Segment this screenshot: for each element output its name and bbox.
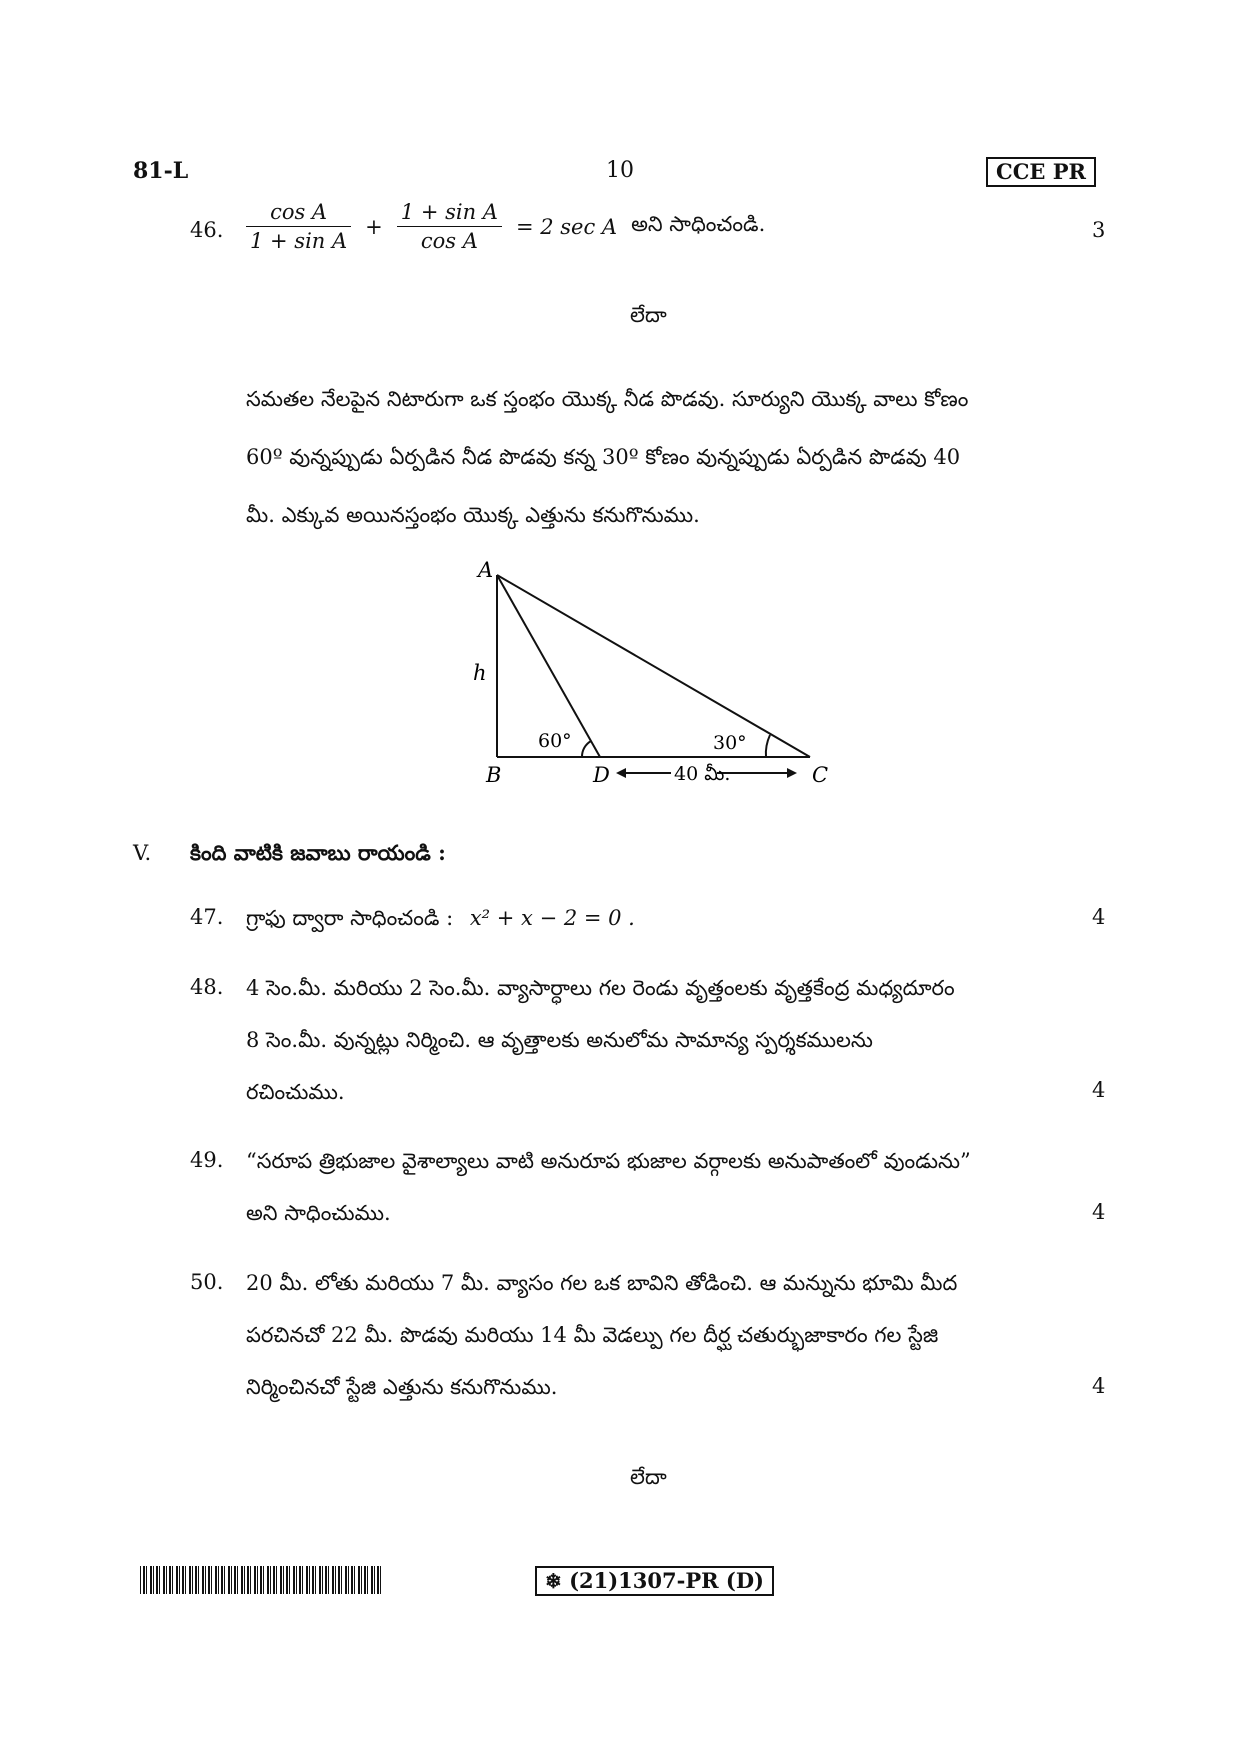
q46-fraction-1 bbox=[246, 198, 351, 255]
cce-pr-box: CCE PR bbox=[986, 157, 1096, 187]
q47-equation: x² + x − 2 = 0 . bbox=[469, 906, 635, 930]
q50-text bbox=[246, 1257, 1106, 1413]
q48-text bbox=[246, 962, 1106, 1118]
label-h: h bbox=[473, 661, 487, 685]
frac1-numerator: cos A bbox=[246, 198, 351, 227]
q46-fraction-2 bbox=[397, 198, 502, 255]
label-B: B bbox=[486, 763, 502, 787]
q46-alt-line-2: 60º వున్నప్పుడు ఏర్పడిన నీడ పొడవు కన్న 30º కోణం వున్నప్పుడు ఏర్పడిన పొడవు 40 bbox=[246, 445, 961, 469]
q46-equation bbox=[246, 198, 765, 255]
q49-line-1: “సరూప త్రిభుజాల వైశాల్యాలు వాటి అనురూప భుజాల వర్గాలకు అనుపాతంలో వుండును” bbox=[246, 1149, 971, 1173]
section-title: కింది వాటికి జవాబు రాయండి : bbox=[190, 840, 446, 865]
q46-suffix: అని సాధించండి. bbox=[631, 211, 766, 236]
marks-46: 3 bbox=[1092, 218, 1106, 242]
plus-sign: + bbox=[365, 214, 383, 239]
frac1-denominator: 1 + sin A bbox=[250, 229, 348, 253]
label-C: C bbox=[812, 763, 829, 787]
marks-47: 4 bbox=[1092, 905, 1106, 929]
q48-line-3: రచించుము. bbox=[246, 1080, 345, 1104]
q47-instruction: గ్రాఫు ద్వారా సాధించండి : bbox=[246, 906, 454, 930]
label-A: A bbox=[478, 558, 494, 582]
arrow-right-head bbox=[787, 768, 797, 778]
footer-code: (21)1307-PR (D) bbox=[569, 1568, 764, 1593]
q46-alt-line-1: సమతల నేలపైన నిటారుగా ఒక స్తంభం యొక్క నీడ పొడవు. సూర్యుని యొక్క వాలు కోణం bbox=[246, 387, 969, 411]
snowflake-icon: ❄ bbox=[545, 1569, 562, 1593]
q46-alternative bbox=[246, 370, 1106, 544]
question-number-50: 50. bbox=[190, 1270, 224, 1294]
q50-line-1: 20 మీ. లోతు మరియు 7 మీ. వ్యాసం గల ఒక బావిని తోడించి. ఆ మన్నును భూమి మీద bbox=[246, 1271, 958, 1295]
q46-rhs: = 2 sec A bbox=[515, 214, 618, 239]
marks-48: 4 bbox=[1092, 1078, 1106, 1102]
q49-line-2: అని సాధించుము. bbox=[246, 1201, 391, 1225]
triangle-diagram bbox=[460, 555, 840, 795]
question-number-47: 47. bbox=[190, 905, 224, 929]
q47-text bbox=[246, 905, 635, 931]
angle-arc-D bbox=[582, 741, 591, 757]
angle-arc-C bbox=[766, 735, 770, 757]
q50-line-3: నిర్మించినచో స్టేజి ఎత్తును కనుగొనుము. bbox=[246, 1375, 558, 1399]
barcode bbox=[140, 1566, 382, 1594]
angle-label-D: 60° bbox=[538, 730, 572, 752]
distance-label: 40 మీ. bbox=[674, 763, 731, 785]
angle-label-C: 30° bbox=[713, 732, 747, 754]
paper-code: 81-L bbox=[133, 158, 189, 184]
section-roman: V. bbox=[133, 841, 152, 865]
q49-text bbox=[246, 1135, 1106, 1239]
q46-alt-line-3: మీ. ఎక్కువ అయినస్తంభం యొక్క ఎత్తును కనుగొనుము. bbox=[246, 503, 700, 527]
marks-49: 4 bbox=[1092, 1200, 1106, 1224]
or-label-2: లేదా bbox=[630, 1465, 667, 1489]
q48-line-2: 8 సెం.మీ. వున్నట్లు నిర్మించి. ఆ వృత్తాలకు అనులోమ సామాన్య స్పర్శకములను bbox=[246, 1028, 873, 1052]
frac2-numerator: 1 + sin A bbox=[397, 198, 502, 227]
question-number-46: 46. bbox=[190, 218, 224, 242]
label-D: D bbox=[593, 763, 610, 787]
q48-line-1: 4 సెం.మీ. మరియు 2 సెం.మీ. వ్యాసార్ధాలు గల రెండు వృత్తంలకు వృత్తకేంద్ర మధ్యదూరం bbox=[246, 976, 955, 1000]
page-number: 10 bbox=[606, 158, 634, 183]
marks-50: 4 bbox=[1092, 1374, 1106, 1398]
q50-line-2: పరచినచో 22 మీ. పొడవు మరియు 14 మీ వెడల్పు గల దీర్ఘ చతుర్భుజాకారం గల స్టేజి bbox=[246, 1323, 939, 1347]
question-number-48: 48. bbox=[190, 975, 224, 999]
arrow-left-head bbox=[616, 768, 626, 778]
or-label-1: లేదా bbox=[630, 303, 667, 327]
frac2-denominator: cos A bbox=[420, 229, 478, 253]
question-number-49: 49. bbox=[190, 1148, 224, 1172]
footer-code-box bbox=[535, 1566, 774, 1596]
